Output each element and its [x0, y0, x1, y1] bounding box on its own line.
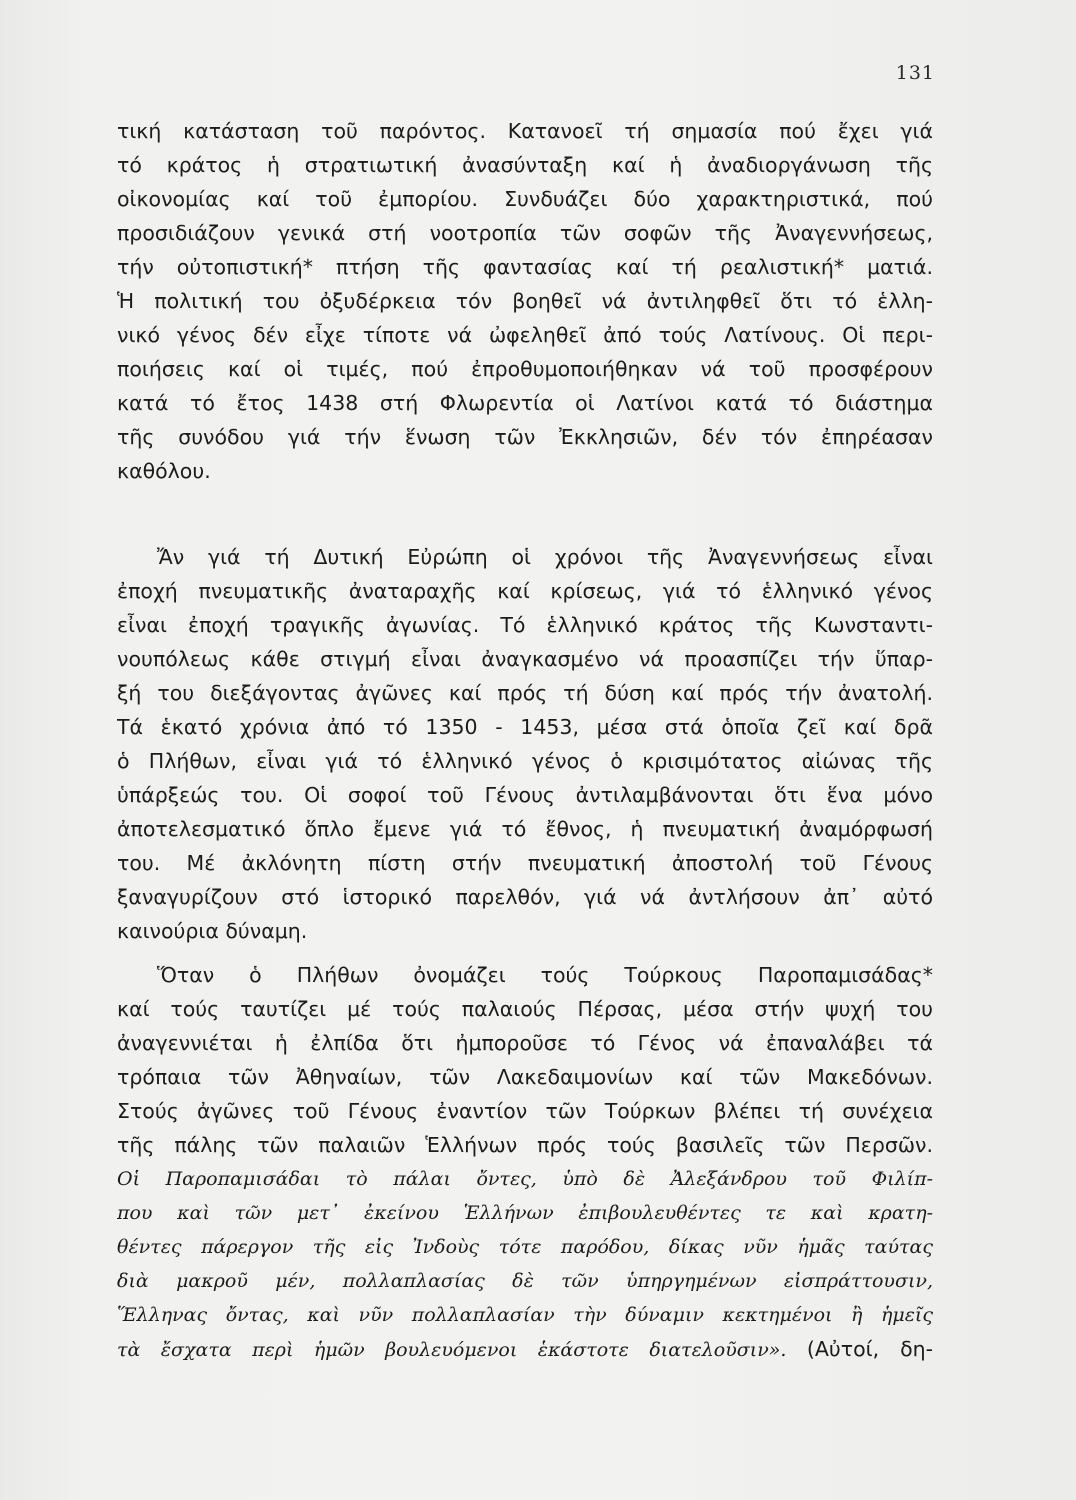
text-line: τῆς συνόδου γιά τήν ἕνωση τῶν Ἐκκλησιῶν, δέν τόν ἐπηρέασαν	[117, 425, 933, 449]
quote-line: Οἱ Παροπαμισάδαι τὸ πάλαι ὄντες, ὑπὸ δὲ Ἀλεξάνδρου τοῦ Φιλίπ-	[117, 1168, 933, 1190]
text-line: εἶναι ἐποχή τραγικῆς ἀγωνίας. Τό ἑλληνικό κράτος τῆς Κωνσταντι-	[117, 613, 933, 637]
text-line: τική κατάσταση τοῦ παρόντος. Κατανοεῖ τή σημασία πού ἔχει γιά	[117, 119, 933, 143]
text-line: τό κράτος ἡ στρατιωτική ἀνασύνταξη καί ἡ ἀναδιοργάνωση τῆς	[117, 153, 933, 177]
quote-line: Ἕλληνας ὄντας, καὶ νῦν πολλαπλασίαν τὴν δύναμιν κεκτημένοι ἢ ἡμεῖς	[117, 1304, 933, 1326]
text-line: τήν οὐτοπιστική* πτήση τῆς φαντασίας καί τή ρεαλιστική* ματιά.	[117, 255, 933, 279]
quote-line: διὰ μακροῦ μέν, πολλαπλασίας δὲ τῶν ὑπηργημένων εἰσπράττουσιν,	[117, 1270, 933, 1292]
text-line: οἰκονομίας καί τοῦ ἐμπορίου. Συνδυάζει δύο χαρακτηριστικά, πού	[117, 187, 933, 211]
text-line: καινούρια δύναμη.	[117, 919, 308, 943]
text-line: καθόλου.	[117, 459, 211, 483]
text-line: Ἡ πολιτική του ὀξυδέρκεια τόν βοηθεῖ νά ἀντιληφθεῖ ὅτι τό ἑλλη-	[117, 289, 933, 313]
text-line: νουπόλεως κάθε στιγμή εἶναι ἀναγκασμένο νά προασπίζει τήν ὕπαρ-	[117, 647, 933, 671]
text-line: Ὅταν ὁ Πλήθων ὀνομάζει τούς Τούρκους Παροπαμισάδας*	[157, 963, 933, 987]
text-line: κατά τό ἔτος 1438 στή Φλωρεντία οἱ Λατίνοι κατά τό διάστημα	[117, 391, 933, 415]
text-line: Στούς ἀγῶνες τοῦ Γένους ἐναντίον τῶν Τούρκων βλέπει τή συνέχεια	[117, 1099, 933, 1123]
text-line: ἐποχή πνευματικῆς ἀναταραχῆς καί κρίσεως, γιά τό ἑλληνικό γένος	[117, 579, 933, 603]
text-line: προσιδιάζουν γενικά στή νοοτροπία τῶν σοφῶν τῆς Ἀναγεννήσεως,	[117, 221, 933, 245]
trailing-text: (Αὐτοί, δη-	[806, 1337, 933, 1361]
quote-line: που καὶ τῶν μετ᾽ ἐκείνου Ἑλλήνων ἐπιβουλευθέντες τε καὶ κρατη-	[117, 1202, 933, 1224]
page-number: 131	[895, 62, 935, 84]
text-line: καί τούς ταυτίζει μέ τούς παλαιούς Πέρσας, μέσα στήν ψυχή του	[117, 997, 933, 1021]
text-line: τῆς πάλης τῶν παλαιῶν Ἑλλήνων πρός τούς βασιλεῖς τῶν Περσῶν.	[117, 1133, 933, 1157]
quote-line-with-trailing	[117, 1332, 933, 1366]
text-line: νικό γένος δέν εἶχε τίποτε νά ὠφεληθεῖ ἀπό τούς Λατίνους. Οἱ περι-	[117, 323, 933, 347]
text-line: του. Μέ ἀκλόνητη πίστη στήν πνευματική ἀποστολή τοῦ Γένους	[117, 851, 933, 875]
text-line: ὁ Πλήθων, εἶναι γιά τό ἑλληνικό γένος ὁ κρισιμότατος αἰώνας τῆς	[117, 749, 933, 773]
text-line: Τά ἑκατό χρόνια ἀπό τό 1350 - 1453, μέσα στά ὁποῖα ζεῖ καί δρᾶ	[117, 715, 933, 739]
text-line: ποιήσεις καί οἱ τιμές, πού ἐπροθυμοποιήθηκαν νά τοῦ προσφέρουν	[117, 357, 933, 381]
text-line: τρόπαια τῶν Ἀθηναίων, τῶν Λακεδαιμονίων καί τῶν Μακεδόνων.	[117, 1065, 933, 1089]
text-line: ξαναγυρίζουν στό ἱστορικό παρελθόν, γιά νά ἀντλήσουν ἀπ᾽ αὐτό	[117, 885, 933, 909]
quote-text: τὰ ἔσχατα περὶ ἡμῶν βουλευόμενοι ἑκάστοτε διατελοῦσιν».	[117, 1339, 787, 1361]
text-line: ἀποτελεσματικό ὅπλο ἔμενε γιά τό ἔθνος, ἡ πνευματική ἀναμόρφωσή	[117, 817, 933, 841]
text-line: ξή του διεξάγοντας ἀγῶνες καί πρός τή δύση καί πρός τήν ἀνατολή.	[117, 681, 933, 705]
quote-line: θέντες πάρεργον τῆς εἰς Ἰνδοὺς τότε παρόδου, δίκας νῦν ἡμᾶς ταύτας	[117, 1236, 933, 1258]
text-line: Ἄν γιά τή Δυτική Εὐρώπη οἱ χρόνοι τῆς Ἀναγεννήσεως εἶναι	[157, 545, 933, 569]
text-line: ἀναγεννιέται ἡ ἐλπίδα ὅτι ἠμποροῦσε τό Γένος νά ἐπαναλάβει τά	[117, 1031, 933, 1055]
text-line: ὑπάρξεώς του. Οἱ σοφοί τοῦ Γένους ἀντιλαμβάνονται ὅτι ἕνα μόνο	[117, 783, 933, 807]
